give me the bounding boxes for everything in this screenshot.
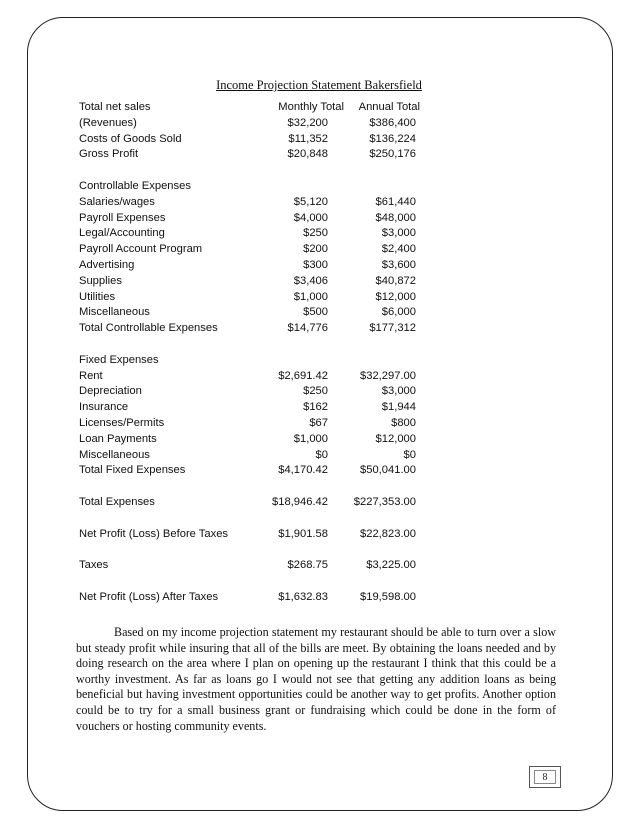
row-label: Miscellaneous [79, 306, 150, 319]
table-row [79, 463, 424, 479]
row-label: Payroll Expenses [79, 211, 166, 224]
row-annual: $177,312 [369, 322, 416, 335]
row-label: Insurance [79, 401, 129, 414]
row-monthly: $2,691.42 [278, 369, 328, 382]
table-row [79, 258, 424, 274]
page-number: 8 [542, 771, 548, 783]
table-row [79, 274, 424, 290]
analysis-paragraph: Based on my income projection statement my restaurant should be able to turn over a slow but steady profit while insuring that all of the bills are meet. By obtaining the loans needed and by doing research on the area where I plan on opening up the restaurant I think that this could be a worthy investment. As far as loans go I would not see that getting any addition loans as being beneficial but having investment opportunities could be another way to get profits. Another option could be to try for a small business grant or fundraising which could be done in the form of vouchers or hosting community events. [76, 625, 556, 733]
row-monthly: $5,120 [293, 195, 328, 208]
row-annual: $3,225.00 [366, 559, 416, 572]
row-monthly: $200 [303, 243, 328, 256]
row-annual: $3,600 [381, 258, 416, 271]
row-monthly: $20,848 [287, 148, 328, 161]
page-number-inner [534, 770, 556, 784]
row-annual: $386,400 [369, 116, 416, 129]
row-label: Taxes [79, 559, 109, 572]
row-label: Utilities [79, 290, 116, 303]
row-spacer [79, 542, 424, 558]
row-label: Licenses/Permits [79, 416, 165, 429]
row-annual: $2,400 [381, 243, 416, 256]
table-header-row [79, 100, 424, 116]
row-monthly: $14,776 [287, 322, 328, 335]
row-monthly: $1,000 [293, 290, 328, 303]
row-label: (Revenues) [79, 116, 137, 129]
row-annual: $48,000 [375, 211, 416, 224]
income-statement-table [79, 100, 424, 606]
row-annual: $3,000 [381, 227, 416, 240]
table-row [79, 211, 424, 227]
row-annual: $3,000 [381, 385, 416, 398]
row-label: Controllable Expenses [79, 179, 191, 192]
row-label: Advertising [79, 258, 135, 271]
row-label: Legal/Accounting [79, 227, 165, 240]
page-number-box [529, 766, 561, 788]
row-spacer [79, 574, 424, 590]
table-row [79, 132, 424, 148]
row-annual: $227,353.00 [353, 495, 416, 508]
header-annual: Annual Total [358, 101, 420, 113]
table-row [79, 416, 424, 432]
row-annual: $0 [403, 448, 416, 461]
table-row [79, 305, 424, 321]
row-label: Depreciation [79, 385, 142, 398]
row-monthly: $250 [303, 227, 328, 240]
row-monthly: $500 [303, 306, 328, 319]
table-row [79, 558, 424, 574]
table-row [79, 290, 424, 306]
header-label: Total net sales [79, 101, 151, 113]
row-spacer [79, 337, 424, 353]
row-label: Salaries/wages [79, 195, 155, 208]
row-annual: $61,440 [375, 195, 416, 208]
row-label: Loan Payments [79, 432, 157, 445]
table-row [79, 590, 424, 606]
table-row [79, 179, 424, 195]
row-spacer [79, 511, 424, 527]
row-label: Rent [79, 369, 103, 382]
row-label: Gross Profit [79, 148, 139, 161]
row-annual: $1,944 [381, 401, 416, 414]
row-label: Total Controllable Expenses [79, 322, 218, 335]
table-row [79, 400, 424, 416]
row-annual: $32,297.00 [360, 369, 416, 382]
statement-title: Income Projection Statement Bakersfield [216, 78, 422, 92]
row-monthly: $1,000 [293, 432, 328, 445]
row-label: Supplies [79, 274, 122, 287]
row-monthly: $4,170.42 [278, 464, 328, 477]
row-annual: $250,176 [369, 148, 416, 161]
table-row [79, 195, 424, 211]
row-label: Total Expenses [79, 495, 155, 508]
row-label: Net Profit (Loss) After Taxes [79, 590, 219, 603]
row-annual: $40,872 [375, 274, 416, 287]
row-monthly: $11,352 [288, 132, 328, 145]
row-monthly: $3,406 [293, 274, 328, 287]
row-monthly: $1,632.83 [278, 590, 328, 603]
row-monthly: $268.75 [287, 559, 328, 572]
table-body [79, 116, 424, 606]
row-spacer [79, 163, 424, 179]
table-row [79, 242, 424, 258]
row-label: Payroll Account Program [79, 243, 203, 256]
row-monthly: $162 [303, 401, 328, 414]
row-annual: $19,598.00 [360, 590, 416, 603]
table-row [79, 527, 424, 543]
row-spacer [79, 479, 424, 495]
table-row [79, 147, 424, 163]
row-annual: $50,041.00 [360, 464, 416, 477]
table-row [79, 384, 424, 400]
row-annual: $12,000 [375, 290, 416, 303]
table-row [79, 321, 424, 337]
row-label: Costs of Goods Sold [79, 132, 182, 145]
header-monthly: Monthly Total [278, 101, 344, 113]
table-row [79, 226, 424, 242]
row-monthly: $32,200 [287, 116, 328, 129]
row-monthly: $0 [315, 448, 328, 461]
row-annual: $136,224 [369, 132, 416, 145]
row-annual: $12,000 [375, 432, 416, 445]
row-monthly: $4,000 [293, 211, 328, 224]
row-monthly: $250 [303, 385, 328, 398]
row-annual: $6,000 [381, 306, 416, 319]
row-monthly: $18,946.42 [272, 495, 328, 508]
row-annual: $22,823.00 [360, 527, 416, 540]
row-annual: $800 [391, 416, 416, 429]
table-row [79, 353, 424, 369]
table-row [79, 432, 424, 448]
row-label: Total Fixed Expenses [79, 464, 186, 477]
table-row [79, 116, 424, 132]
row-label: Net Profit (Loss) Before Taxes [79, 527, 229, 540]
row-monthly: $67 [309, 416, 328, 429]
row-monthly: $1,901.58 [278, 527, 328, 540]
table-row [79, 448, 424, 464]
row-label: Miscellaneous [79, 448, 150, 461]
table-row [79, 495, 424, 511]
table-row [79, 369, 424, 385]
row-monthly: $300 [303, 258, 328, 271]
row-label: Fixed Expenses [79, 353, 159, 366]
